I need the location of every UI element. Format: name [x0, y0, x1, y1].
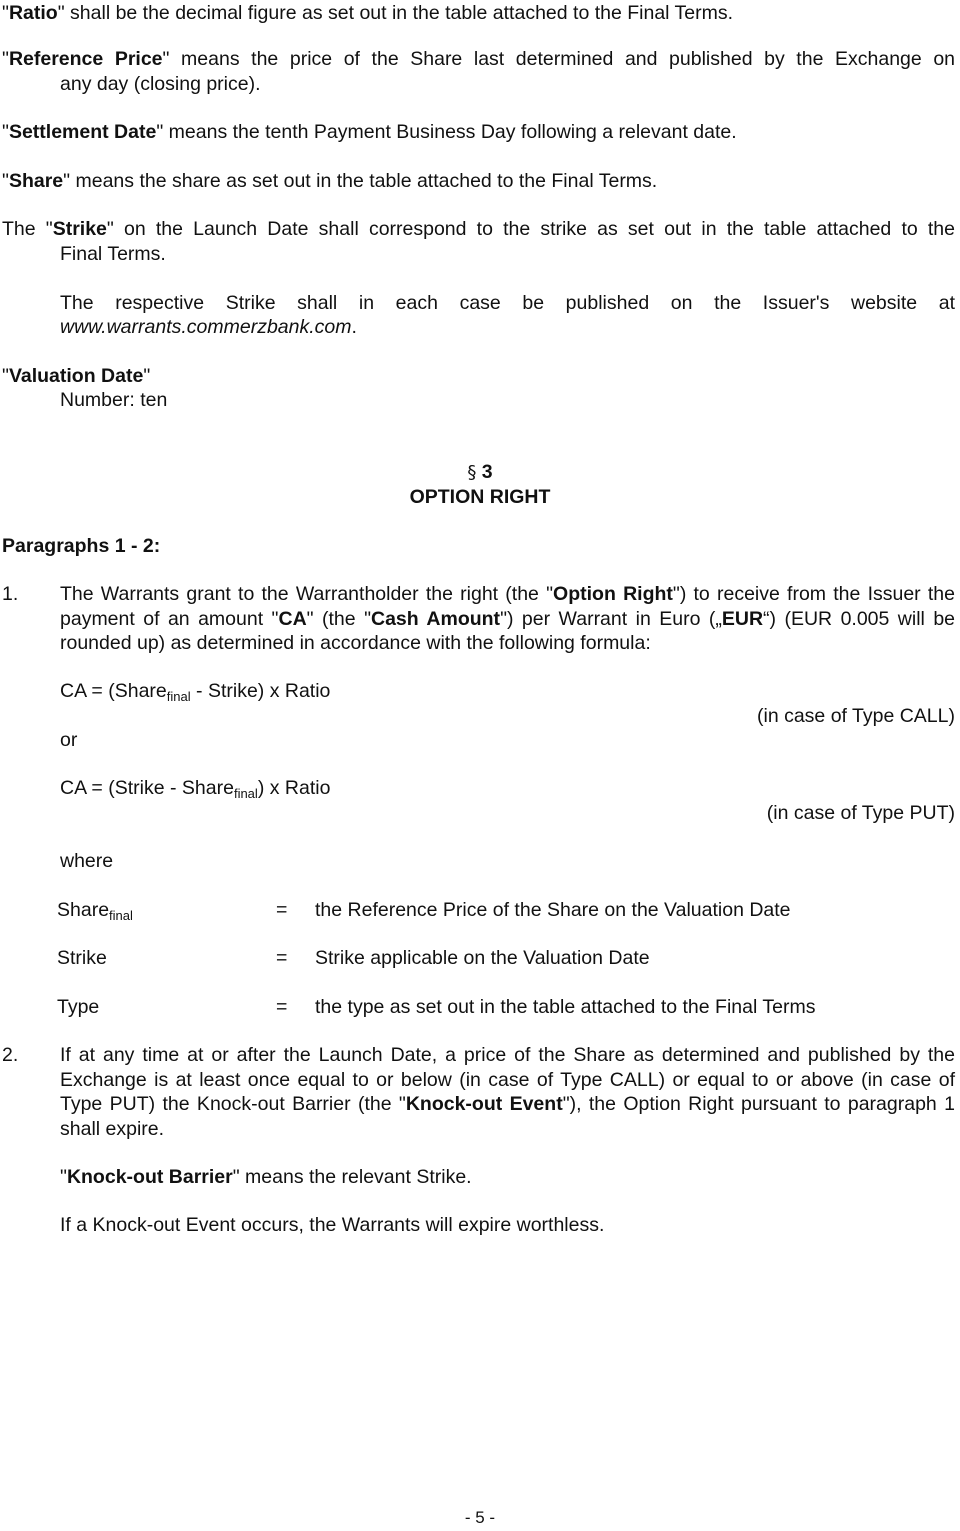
definition-reference-price-cont: any day (closing price). — [60, 73, 261, 95]
paragraph-2-text: If at any time at or after the Launch Date, a price of the Share as determined and published by the Exchange is at least once equal to or below (in case of Type CALL) or equal to or above (in case of Type PUT) the Knock-out Barrier (the "Knock-out Event"), the Option Right pursuant to paragraph 1 shall expire. — [60, 1044, 955, 1140]
variable-term: Share$_{final}$ — [57, 899, 133, 923]
paragraphs-label: Paragraphs 1 - 2: — [2, 535, 161, 557]
definition-settlement-date: "Settlement Date" means the tenth Payment Business Day following a relevant date. — [2, 121, 737, 143]
section-title: OPTION RIGHT — [409, 486, 551, 508]
formula-call-note: (in case of Type CALL) — [757, 705, 955, 727]
section-number: § 3 — [467, 461, 493, 483]
strike-publication: The respective Strike shall in each case be published on the Issuer's website at — [60, 292, 955, 314]
variable-term: Type — [57, 996, 100, 1018]
paragraph-1-number: 1. — [2, 583, 19, 605]
variable-equals: = — [276, 899, 288, 921]
variable-equals: = — [276, 947, 288, 969]
term-reference-price: Reference Price — [8, 48, 163, 70]
formula-call: CA = (Share$_{final}$ - Strike) x Ratio — [60, 680, 331, 704]
section-symbol: § — [467, 462, 477, 483]
issuer-website-link[interactable]: www.warrants.commerzbank.com — [60, 316, 352, 338]
formula-put: CA = (Strike - Share$_{final}$) x Ratio — [60, 777, 331, 801]
definition-strike-cont: Final Terms. — [60, 243, 166, 265]
definition-valuation-date: "Valuation Date" — [2, 365, 151, 387]
paragraph-2-number: 2. — [2, 1044, 19, 1066]
knockout-note: If a Knock-out Event occurs, the Warrants will expire worthless. — [60, 1214, 605, 1236]
formula-where: where — [60, 850, 114, 872]
term-knockout-barrier: Knock-out Barrier — [66, 1166, 233, 1188]
formula-or: or — [60, 729, 78, 751]
variable-definition: Strike applicable on the Valuation Date — [315, 947, 650, 969]
valuation-date-number: Number: ten — [60, 389, 168, 411]
knockout-barrier-definition: "Knock-out Barrier" means the relevant Strike. — [60, 1166, 472, 1188]
page-number: - 5 - — [464, 1508, 496, 1527]
variable-equals: = — [276, 996, 288, 1018]
definition-reference-price: "Reference Price" means the price of the Share last determined and published by the Exchange on — [2, 48, 956, 70]
variable-term: Strike — [57, 947, 107, 969]
variable-definition: the type as set out in the table attached to the Final Terms — [315, 996, 816, 1018]
term-ratio: Ratio — [8, 2, 58, 24]
definition-share: "Share" means the share as set out in the table attached to the Final Terms. — [2, 170, 658, 192]
definition-ratio: "Ratio" shall be the decimal figure as set out in the table attached to the Final Terms. — [2, 2, 734, 24]
term-share: Share — [8, 170, 64, 192]
term-settlement-date: Settlement Date — [8, 121, 157, 143]
term-strike: Strike — [52, 218, 107, 240]
term-valuation-date: Valuation Date — [8, 365, 144, 387]
paragraph-1-text: The Warrants grant to the Warrantholder the right (the "Option Right") to receive from the Issuer the payment of an amount "CA" (the "Cash Amount") per Warrant in Euro („EUR“) (EUR 0.005 will be rounded up) as determined in accordance with the following formula: — [60, 583, 956, 654]
strike-publication-url-line: www.warrants.commerzbank.com. — [60, 316, 357, 338]
variable-definition: the Reference Price of the Share on the Valuation Date — [315, 899, 791, 921]
definition-strike: The "Strike" on the Launch Date shall correspond to the strike as set out in the table attached to the — [2, 218, 955, 240]
formula-put-note: (in case of Type PUT) — [766, 802, 955, 824]
